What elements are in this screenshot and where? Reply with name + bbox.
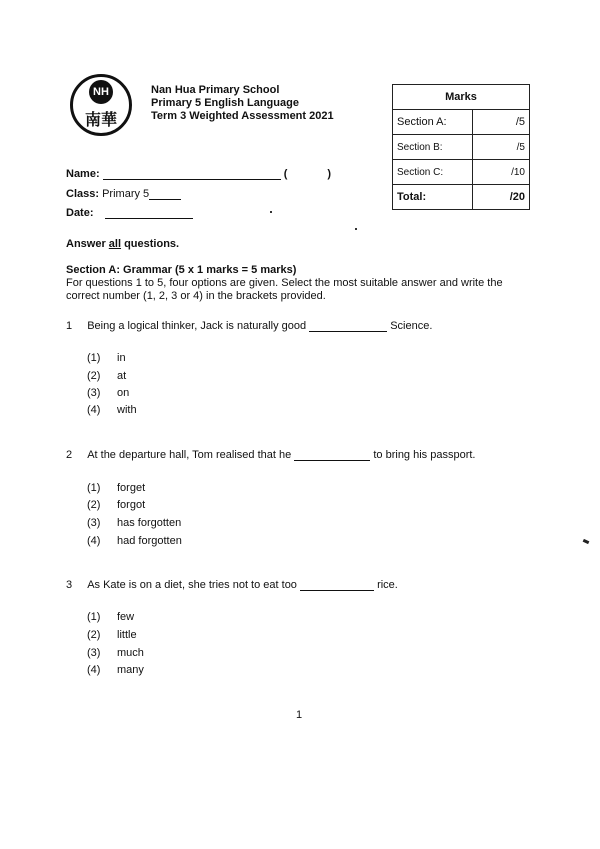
marks-table-title: Marks <box>393 85 530 110</box>
answer-blank[interactable] <box>300 580 374 591</box>
question-2 <box>66 449 475 461</box>
option-text: forget <box>117 482 146 494</box>
question-text-after: to bring his passport. <box>373 449 476 461</box>
option <box>87 517 287 531</box>
marks-row <box>393 160 530 185</box>
index-open-bracket: ( <box>283 168 288 180</box>
option-text: has forgotten <box>117 517 182 529</box>
option-text: at <box>117 370 127 382</box>
marks-table <box>392 84 530 210</box>
question-text-before: As Kate is on a diet, she tries not to eat too <box>87 579 297 591</box>
option-number: (4) <box>87 664 101 676</box>
option <box>87 647 287 661</box>
marks-value: /20 <box>473 185 530 210</box>
option-text: few <box>117 611 135 623</box>
section-a-desc-line2: correct number (1, 2, 3 or 4) in the brackets provided. <box>66 290 326 302</box>
date-label: Date: <box>66 207 94 219</box>
option <box>87 664 287 678</box>
marks-value: /5 <box>473 135 530 160</box>
option-number: (1) <box>87 352 101 364</box>
option-text: with <box>117 404 137 416</box>
index-close-bracket: ) <box>327 168 332 180</box>
marks-row <box>393 110 530 135</box>
question-text-after: rice. <box>377 579 398 591</box>
option-number: (3) <box>87 387 101 399</box>
scan-speck <box>355 228 357 230</box>
class-input-line[interactable] <box>149 199 181 200</box>
marks-label: Section B: <box>393 135 473 160</box>
scan-speck <box>583 539 590 544</box>
section-a-title: Section A: Grammar (5 x 1 marks = 5 marks) <box>66 264 297 276</box>
option <box>87 387 287 401</box>
option-text: on <box>117 387 130 399</box>
option <box>87 404 287 418</box>
option-number: (3) <box>87 647 101 659</box>
option <box>87 370 287 384</box>
answer-blank[interactable] <box>294 450 370 461</box>
option-text: in <box>117 352 126 364</box>
question-1 <box>66 320 432 332</box>
marks-row-total <box>393 185 530 210</box>
school-name: Nan Hua Primary School <box>151 84 280 96</box>
answer-all-suffix: questions. <box>121 238 180 250</box>
option-number: (1) <box>87 482 101 494</box>
option-number: (2) <box>87 370 101 382</box>
page-number: 1 <box>296 709 303 721</box>
option <box>87 482 287 496</box>
school-logo <box>70 74 132 136</box>
answer-all-prefix: Answer <box>66 238 109 250</box>
marks-value: /5 <box>473 110 530 135</box>
option <box>87 535 287 549</box>
marks-label: Section C: <box>393 160 473 185</box>
answer-blank[interactable] <box>309 321 387 332</box>
option-text: forgot <box>117 499 146 511</box>
question-text-before: At the departure hall, Tom realised that he <box>87 449 292 461</box>
section-a-desc-line1: For questions 1 to 5, four options are given. Select the most suitable answer and write the <box>66 277 503 289</box>
assessment-title: Term 3 Weighted Assessment 2021 <box>151 110 334 122</box>
answer-all-instruction <box>66 238 179 250</box>
marks-label: Total: <box>393 185 473 210</box>
scan-speck <box>270 211 272 213</box>
option-number: (3) <box>87 517 101 529</box>
class-label: Class: <box>66 188 100 200</box>
name-input-line[interactable] <box>103 179 281 180</box>
option-text: many <box>117 664 144 676</box>
option-text: had forgotten <box>117 535 182 547</box>
option <box>87 611 287 625</box>
question-text-after: Science. <box>390 320 433 332</box>
option-text: little <box>117 629 137 641</box>
marks-row <box>393 135 530 160</box>
option-text: much <box>117 647 144 659</box>
question-number: 2 <box>66 449 73 461</box>
class-value: Primary 5 <box>102 188 150 200</box>
option <box>87 629 287 643</box>
logo-chinese-text: 南華 <box>84 110 117 129</box>
option-number: (2) <box>87 499 101 511</box>
name-field[interactable] <box>66 168 331 180</box>
logo-emblem: NH <box>89 80 113 104</box>
option-number: (2) <box>87 629 101 641</box>
marks-label: Section A: <box>393 110 473 135</box>
question-number: 3 <box>66 579 73 591</box>
question-text-before: Being a logical thinker, Jack is naturally good <box>87 320 307 332</box>
option <box>87 352 287 366</box>
option-number: (4) <box>87 535 101 547</box>
name-label: Name: <box>66 168 100 180</box>
marks-value: /10 <box>473 160 530 185</box>
date-input-line[interactable] <box>105 218 193 219</box>
option-number: (1) <box>87 611 101 623</box>
option-number: (4) <box>87 404 101 416</box>
subject-title: Primary 5 English Language <box>151 97 299 109</box>
question-number: 1 <box>66 320 73 332</box>
date-field[interactable] <box>66 207 193 219</box>
question-3 <box>66 579 398 591</box>
class-field[interactable] <box>66 188 181 200</box>
option <box>87 499 287 513</box>
answer-all-emph: all <box>108 238 122 250</box>
